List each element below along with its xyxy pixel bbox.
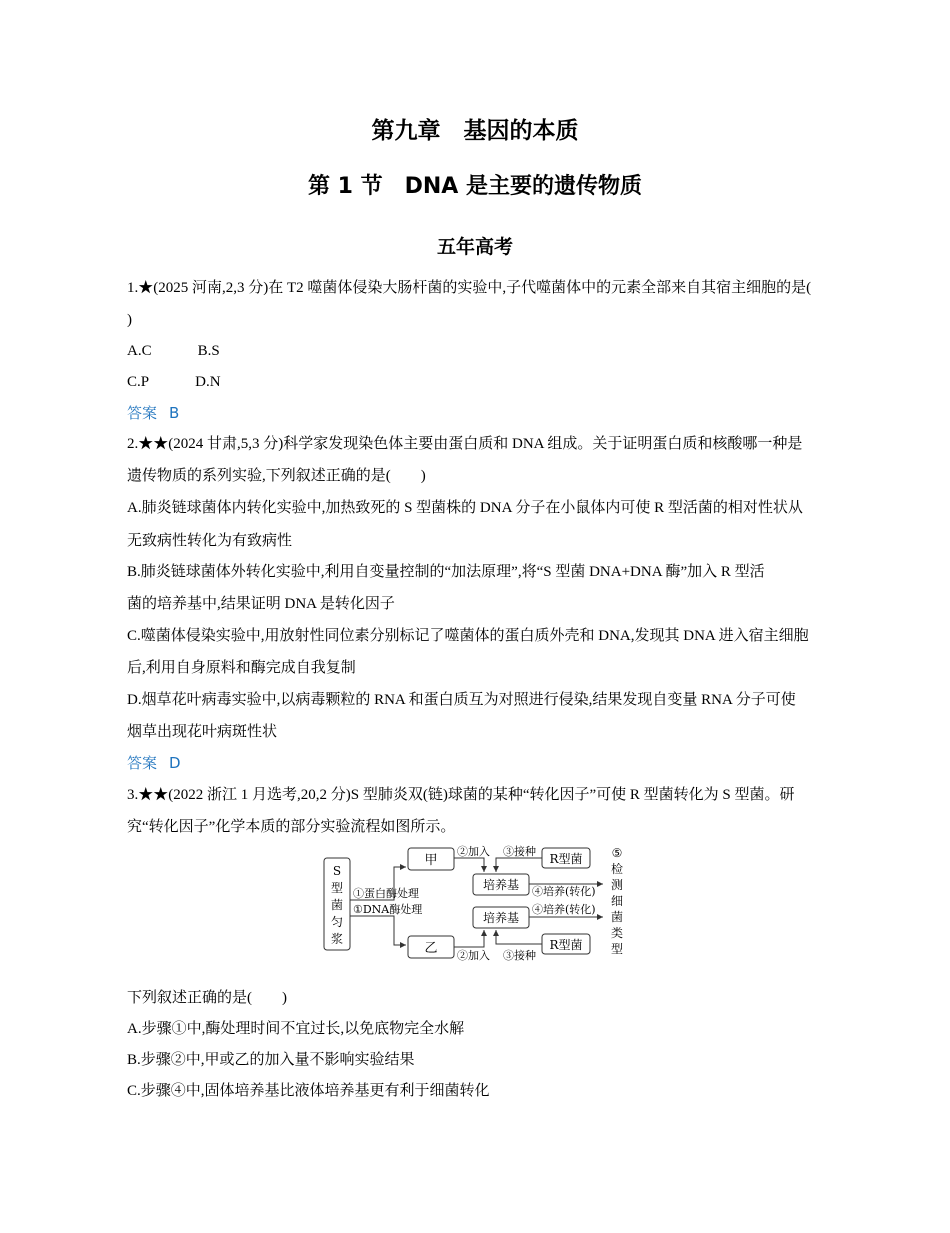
q2-option-c-line2: 后,利用自身原料和酶完成自我复制 [127,660,356,676]
step1-protease-label: ①蛋白酶处理 [353,887,419,900]
medium-label-top: 培养基 [482,878,520,892]
step5-char: ⑤ [611,846,623,860]
q2-stem-line1: 2.★★(2024 甘肃,5,3 分)科学家发现染色体主要由蛋白质和 DNA 组成。关于证明蛋白质和核酸哪一种是 [127,436,803,452]
q1-option-b: B.S [197,343,220,359]
q2-answer [127,753,181,773]
q1-option-d: D.N [195,374,221,390]
q3-option-b: B.步骤②中,甲或乙的加入量不影响实验结果 [127,1052,415,1068]
q1-options-row1 [127,341,220,361]
subsection-title: 五年高考 [436,236,513,258]
step1-dnase-label: ①DNA酶处理 [353,903,423,916]
step5-char: 类 [610,926,624,940]
q1-option-a: A.C [127,343,152,359]
q1-option-c: C.P [127,374,150,390]
yi-label: 乙 [424,941,438,956]
step4-culture-label-bottom: ④培养(转化) [532,903,596,916]
q2-option-d-line2: 烟草出现花叶病斑性状 [127,724,278,740]
q2-answer-label: 答案 [127,754,158,772]
s-slurry-char: 型 [330,881,344,895]
q3-stem-line2: 究“转化因子”化学本质的部分实验流程如图所示。 [127,819,456,835]
step4-culture-label-top: ④培养(转化) [532,885,596,898]
arrow-to-yi [350,916,406,945]
s-slurry-char: S [332,864,342,878]
q2-answer-value: D [169,754,181,772]
q2-option-b-line2: 菌的培养基中,结果证明 DNA 是转化因子 [127,596,395,612]
r-strain-label-top: R型菌 [549,852,583,866]
step5-char: 测 [610,878,624,892]
arrow-jia-to-medium [454,858,484,872]
r-strain-label-bottom: R型菌 [549,938,583,952]
q2-option-a-line2: 无致病性转化为有致病性 [127,533,293,549]
q1-stem-line1: 1.★(2025 河南,2,3 分)在 T2 噬菌体侵染大肠杆菌的实验中,子代噬菌体中的元素全部来自其宿主细胞的是( [127,280,812,296]
step2-add-label-top: ②加入 [457,845,490,858]
arrow-r-to-medium-bottom [496,930,542,944]
q2-option-b-line1: B.肺炎链球菌体外转化实验中,利用自变量控制的“加法原理”,将“S 型菌 DNA+DNA 酶”加入 R 型活 [127,564,765,580]
q2-stem-line2: 遗传物质的系列实验,下列叙述正确的是( ) [127,468,426,484]
step5-char: 菌 [610,910,624,924]
q2-option-c-line1: C.噬菌体侵染实验中,用放射性同位素分别标记了噬菌体的蛋白质外壳和 DNA,发现其 DNA 进入宿主细胞 [127,628,809,644]
step3-inoculate-label-bottom: ③接种 [503,949,536,962]
medium-label-bottom: 培养基 [482,911,520,925]
step3-inoculate-label-top: ③接种 [503,845,536,858]
q2-option-a-line1: A.肺炎链球菌体内转化实验中,加热致死的 S 型菌株的 DNA 分子在小鼠体内可使 R 型活菌的相对性状从 [127,500,803,516]
q1-options-row2 [127,372,221,392]
chapter-title: 第九章 基因的本质 [371,118,579,144]
q2-option-d-line1: D.烟草花叶病毒实验中,以病毒颗粒的 RNA 和蛋白质互为对照进行侵染,结果发现自变量 RNA 分子可使 [127,692,796,708]
q1-answer [127,403,179,423]
s-slurry-char: 浆 [330,932,344,946]
q3-stem-line1: 3.★★(2022 浙江 1 月选考,20,2 分)S 型肺炎双(链)球菌的某种“转化因子”可使 R 型菌转化为 S 型菌。研 [127,787,795,803]
q3-option-a: A.步骤①中,酶处理时间不宜过长,以免底物完全水解 [127,1021,465,1037]
q1-answer-label: 答案 [127,404,158,422]
s-slurry-char: 菌 [330,898,344,912]
experiment-flow-diagram [320,843,632,965]
arrow-r-to-medium-top [496,858,542,872]
arrow-yi-to-medium [454,930,484,947]
q1-stem-line2: ) [127,312,132,328]
step5-char: 型 [610,942,624,956]
section-title: 第 1 节 DNA 是主要的遗传物质 [308,174,642,199]
s-slurry-char: 匀 [330,915,344,929]
step5-char: 细 [610,894,624,908]
step2-add-label-bottom: ②加入 [457,949,490,962]
q3-option-c: C.步骤④中,固体培养基比液体培养基更有利于细菌转化 [127,1083,490,1099]
q1-answer-value: B [169,404,180,422]
jia-label: 甲 [424,853,438,868]
step5-char: 检 [610,862,624,876]
q3-question: 下列叙述正确的是( ) [127,990,287,1006]
